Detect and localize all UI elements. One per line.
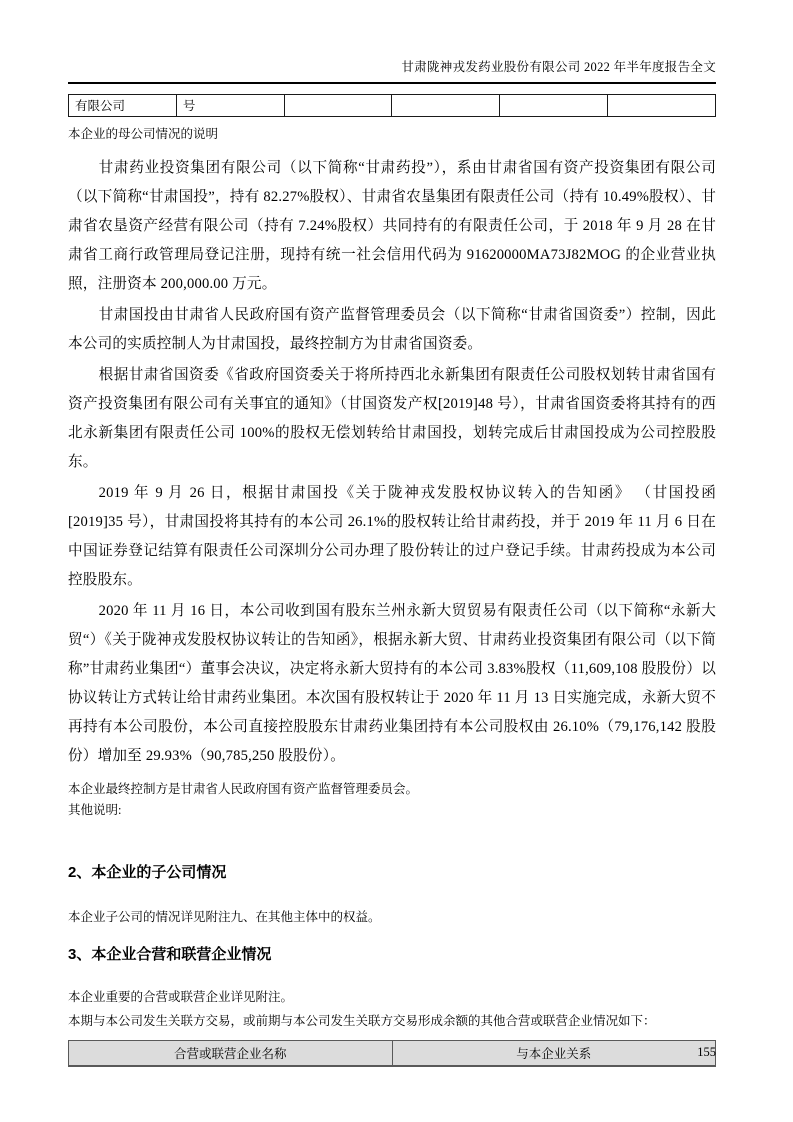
- joint-venture-table: [68, 1040, 716, 1067]
- paragraph: 2020 年 11 月 16 日，本公司收到国有股东兰州永新大贸贸易有限责任公司（以下简称“永新大贸“）《关于陇神戎发股权协议转让的告知函》，根据永新大贸、甘肃药业投资集团有限公司（以下简称”甘肃药业集团“）董事会决议，决定将永新大贸持有的本公司 3.83%股权（11,609,108 股股份）以协议转让方式转让给甘肃药业集团。本次国有股权转让于 2020 年 11 月 13 日实施完成，永新大贸不再持有本公司股份，本公司直接控股股东甘肃药业集团持有本公司股权由 26.10%（79,176,142 股股份）增加至 29.93%（90,785,250 股股份）。: [68, 603, 716, 764]
- joint-venture-header-name: 合营或联营企业名称: [69, 1041, 393, 1066]
- other-note: 其他说明:: [68, 803, 122, 817]
- table-cell: 有限公司: [69, 95, 177, 117]
- continuation-table: [68, 94, 716, 117]
- joint-venture-header-relation: 与本企业关系: [392, 1041, 716, 1066]
- paragraph: 甘肃国投由甘肃省人民政府国有资产监督管理委员会（以下简称“甘肃省国资委”）控制，因此本公司的实质控制人为甘肃国投，最终控制方为甘肃省国资委。: [68, 307, 716, 352]
- paragraph: 2019 年 9 月 26 日，根据甘肃国投《关于陇神戎发股权协议转入的告知函》 （甘国投函[2019]35 号），甘肃国投将其持有的本公司 26.1%的股权转让给甘肃药投，并于 2019 年 11 月 6 日在中国证券登记结算有限责任公司深圳分公司办理了股份转让的过户登记手续。甘肃药投成为本公司控股股东。: [68, 485, 716, 588]
- section-2-body: 本企业子公司的情况详见附注九、在其他主体中的权益。: [68, 910, 381, 924]
- section-3-body-2: 本期与本公司发生关联方交易，或前期与本公司发生关联方交易形成余额的其他合营或联营企业情况如下：: [68, 1014, 656, 1028]
- paragraph: 甘肃药业投资集团有限公司（以下简称“甘肃药投”），系由甘肃省国有资产投资集团有限公司（以下简称“甘肃国投”，持有 82.27%股权）、甘肃省农垦集团有限责任公司（持有 10.49%股权）、甘肃省农垦资产经营有限公司（持有 7.24%股权）共同持有的有限责任公司，于 2018 年 9 月 28 在甘肃省工商行政管理局登记注册，现持有统一社会信用代码为 91620000MA73J82MOG 的企业营业执照，注册资本 200,000.00 万元。: [68, 160, 716, 292]
- table-header-row: [69, 1041, 716, 1066]
- table-cell: [608, 95, 716, 117]
- section-3-heading: 3、本企业合营和联营企业情况: [68, 946, 272, 963]
- table-cell: 号: [176, 95, 284, 117]
- table-cell: [284, 95, 392, 117]
- table-row: [69, 95, 716, 117]
- table-cell: [500, 95, 608, 117]
- final-controller-note: 本企业最终控制方是甘肃省人民政府国有资产监督管理委员会。: [68, 782, 419, 796]
- section-3-body-1: 本企业重要的合营或联营企业详见附注。: [68, 990, 294, 1004]
- report-title: 甘肃陇神戎发药业股份有限公司 2022 年半年度报告全文: [401, 60, 716, 74]
- table-cell: [392, 95, 500, 117]
- parent-company-description: [68, 154, 716, 771]
- section-2-heading: 2、本企业的子公司情况: [68, 864, 227, 881]
- parent-company-note: 本企业的母公司情况的说明: [68, 127, 219, 141]
- page-header: [68, 0, 716, 84]
- page-number: 155: [697, 1045, 716, 1059]
- paragraph: 根据甘肃省国资委《省政府国资委关于将所持西北永新集团有限责任公司股权划转甘肃省国有资产投资集团有限公司有关事宜的通知》（甘国资发产权[2019]48 号），甘肃省国资委将其持有的西北永新集团有限责任公司 100%的股权无偿划转给甘肃国投，划转完成后甘肃国投成为公司控股股东。: [68, 367, 716, 470]
